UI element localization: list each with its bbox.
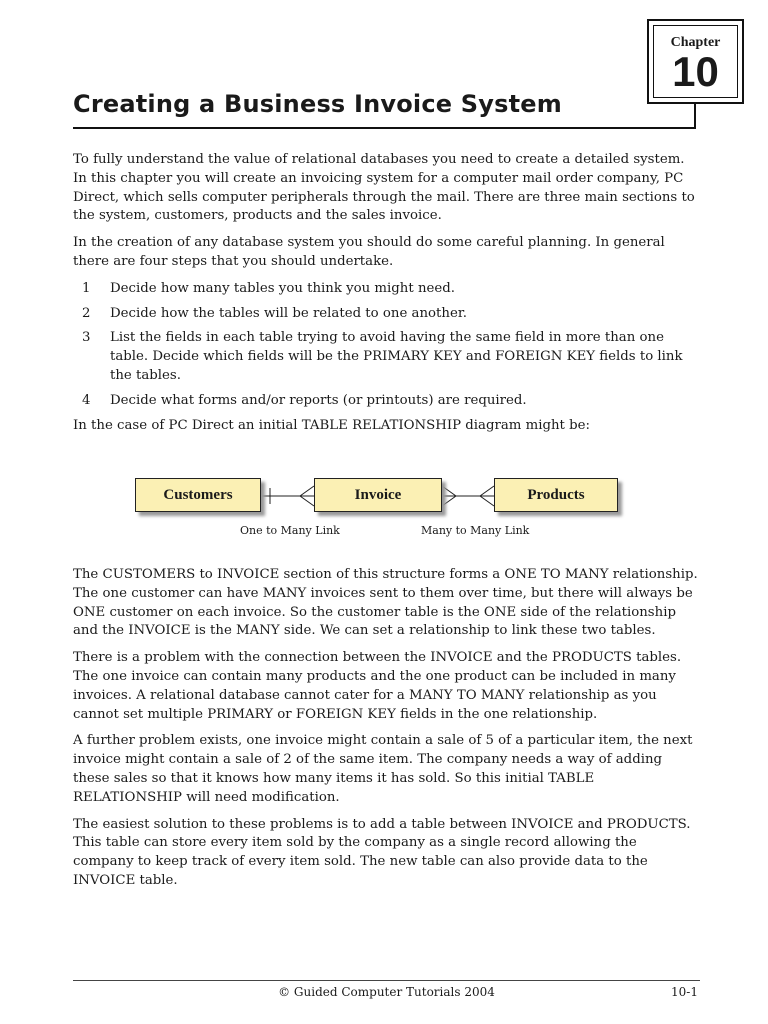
footer-rule: [73, 980, 700, 981]
entity-invoice: Invoice: [314, 478, 442, 512]
title-underline: [73, 127, 696, 129]
footer-page-number: 10-1: [671, 985, 698, 999]
steps-list: [73, 280, 698, 411]
body-paragraph: There is a problem with the connection between the INVOICE and the PRODUCTS tables. The one invoice can contain many products and the one product can be included in many invoices. A relational database cannot cater for a MANY TO MANY relationship as you cannot set multiple PRIMARY or FOREIGN KEY fields in the one relationship.: [73, 650, 682, 722]
step-number: 3: [82, 330, 91, 346]
page-title: Creating a Business Invoice System: [73, 90, 562, 118]
body-paragraph: The easiest solution to these problems is to add a table between INVOICE and PRODUCTS. This table can store every item sold by the company as a single record allowing the company to keep track of every item sold. The new table can also provide data to the INVOICE table.: [73, 816, 691, 888]
chapter-badge-inner: [653, 25, 738, 98]
step-number: 1: [82, 280, 91, 296]
footer-copyright: © Guided Computer Tutorials 2004: [278, 985, 495, 999]
chapter-label: Chapter: [670, 35, 721, 50]
caption-one-to-many: One to Many Link: [240, 524, 340, 537]
intro-section: [73, 151, 698, 443]
step-number: 2: [82, 305, 91, 321]
title-connector: [694, 104, 696, 129]
entity-products: Products: [494, 478, 618, 512]
step-item: [73, 280, 698, 299]
step-item: [73, 392, 698, 411]
body-paragraph: The CUSTOMERS to INVOICE section of this structure forms a ONE TO MANY relationship. The one customer can have MANY invoices sent to them over time, but there will always be ONE customer on each invoice. So the customer table is the ONE side of the relationship and the INVOICE is the MANY side. We can set a relationship to link these two tables.: [73, 567, 698, 639]
chapter-badge: [647, 19, 744, 104]
step-item: [73, 329, 698, 385]
step-item: [73, 305, 698, 324]
intro-paragraph: In the creation of any database system you should do some careful planning. In general there are four steps that you should undertake.: [73, 235, 665, 269]
chapter-number: 10: [672, 48, 719, 95]
step-text: Decide how the tables will be related to one another.: [110, 305, 467, 321]
intro-paragraph: To fully understand the value of relational databases you need to create a detailed system. In this chapter you will create an invoicing system for a computer mail order company, PC Direct, which sells computer peripherals through the mail. There are three main sections to the system, customers, products and the sales invoice.: [73, 152, 695, 224]
relationship-diagram: [130, 472, 630, 552]
step-text: Decide what forms and/or reports (or printouts) are required.: [110, 392, 527, 408]
caption-many-to-many: Many to Many Link: [421, 524, 530, 537]
body-section: [73, 566, 698, 899]
step-text: Decide how many tables you think you might need.: [110, 280, 455, 296]
step-number: 4: [82, 392, 91, 408]
body-paragraph: A further problem exists, one invoice might contain a sale of 5 of a particular item, the next invoice might contain a sale of 2 of the same item. The company needs a way of adding these sales so that it knows how many items it has sold. So this initial TABLE RELATIONSHIP will need modification.: [73, 733, 693, 805]
step-text: List the fields in each table trying to avoid having the same field in more than one table. Decide which fields will be the PRIMARY KEY and FOREIGN KEY fields to link the tables.: [110, 330, 683, 383]
entity-customers: Customers: [135, 478, 261, 512]
diagram-intro: In the case of PC Direct an initial TABLE RELATIONSHIP diagram might be:: [73, 417, 590, 433]
